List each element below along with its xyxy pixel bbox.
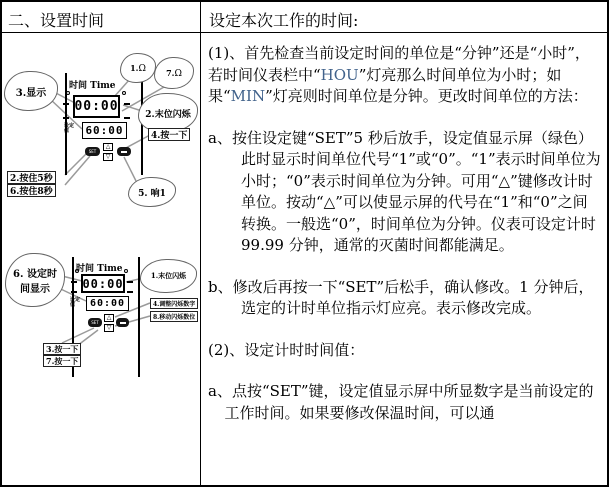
pv-display: 00:00 <box>73 95 120 118</box>
timer-panel-title: 时间 Time <box>76 264 123 274</box>
timer-panel-title: 时间 Time <box>69 81 116 91</box>
callout-press-once: 4.按一下 <box>148 128 190 141</box>
callout-display-label: 3.显示 <box>15 87 47 99</box>
hou-indicator-text: HOU <box>320 65 359 84</box>
callout-press-once-7: 7.按一下 <box>43 355 81 367</box>
instructions-column <box>201 33 607 485</box>
section-title: 二、设置时间 <box>8 11 105 30</box>
down-arrow-key: ▽ <box>104 324 114 332</box>
p1-text: ”灯亮则时间单位是分钟。更改时间单位的方法： <box>265 87 588 105</box>
lamp-icon: Ω <box>138 63 146 74</box>
shift-button <box>117 147 131 156</box>
paragraph-check-unit <box>208 43 601 108</box>
min-indicator-text: MIN <box>230 87 266 105</box>
paragraph-step-a2: a、点按“SET”键，设定值显示屏中所显数字是当前设定的工作时间。如果要修改保温时间，可以通 <box>208 382 594 422</box>
shift-button-mark <box>120 322 126 324</box>
p1-text: (1)、首先检查当前设定时间的单位是“分钟”还是“小时”，若时间仪表栏中“ <box>208 44 590 84</box>
down-arrow-key: ▽ <box>103 153 113 161</box>
callout-blink-label: 1.末位闪烁 <box>150 271 187 280</box>
section-subtitle-cell <box>201 2 607 33</box>
callout-set-time-line2: 间显示 <box>20 284 50 295</box>
set-button: SET <box>85 147 100 156</box>
indicator-mark <box>124 103 130 105</box>
indicator-lamp-icon <box>66 91 70 95</box>
callout-lamp-1-label: 1.Ω <box>130 62 146 74</box>
sv-display-label: 设定值 <box>70 297 81 308</box>
callout-lamp-7-label: 7.Ω <box>166 67 182 79</box>
sv-display-label: 设定值 <box>64 123 75 134</box>
shift-button-mark <box>121 151 127 153</box>
diagram-column <box>2 33 201 485</box>
callout-hold-8s: 6.按住8秒 <box>7 184 56 197</box>
up-arrow-key: △ <box>103 143 113 151</box>
indicator-lamp-icon <box>124 269 128 273</box>
indicator-mark <box>63 117 69 119</box>
callout-blink-label: 2.末位闪烁 <box>145 109 191 120</box>
callout-press-once-3: 3.按一下 <box>43 343 81 355</box>
callout-hold-5s: 2.按住5秒 <box>7 171 56 184</box>
up-arrow-key: △ <box>104 314 114 322</box>
indicator-mark <box>71 291 77 293</box>
paragraph-step-b: b、修改后再按一下“SET”后松手，确认修改。1 分钟后，选定的计时单位指示灯应亮。表示修改完成。 <box>208 277 594 317</box>
indicator-mark <box>124 117 130 119</box>
lamp-icon: Ω <box>174 68 182 79</box>
callout-adjust-digit: 4.调整闪烁数字 <box>150 298 198 309</box>
section-title-cell <box>2 2 201 33</box>
paragraph-set-value-title: (2)、设定计时时间值： <box>208 340 365 359</box>
sv-display: 60:00 <box>82 122 127 139</box>
paragraph-step-a: a、按住设定键“SET”5 秒后放手，设定值显示屏（绿色）此时显示时间单位代号“1”或“0”。“1”表示时间单位为小时；“0”表示时间单位为分钟。可用“△”键修改计时单位。按动“△”可以使显示屏的代号在“1”和“0”之间转换。一般选“0”，时间单位为分钟。仪表可设定计时 99.99 分钟，通常的灭菌时间都能满足。 <box>208 128 601 254</box>
indicator-mark <box>71 281 77 283</box>
sv-display: 60:00 <box>86 296 129 311</box>
indicator-mark <box>63 103 69 105</box>
section-subtitle: 设定本次工作的时间: <box>209 11 359 30</box>
indicator-mark <box>127 281 133 283</box>
pv-display: 00:00 <box>81 274 125 293</box>
callout-move-digit: 8.移动闪烁数位 <box>150 311 198 322</box>
callout-set-time-line1: 6. 设定时 <box>13 269 57 280</box>
indicator-lamp-icon <box>122 91 126 95</box>
indicator-lamp-icon <box>75 269 79 273</box>
shift-button <box>116 318 129 327</box>
p1-text: ”灯亮那么时间单位为小时；如果“ <box>208 65 562 105</box>
callout-beep-label: 5. 响1 <box>138 188 166 199</box>
set-button: SET <box>88 318 102 327</box>
indicator-mark <box>127 291 133 293</box>
